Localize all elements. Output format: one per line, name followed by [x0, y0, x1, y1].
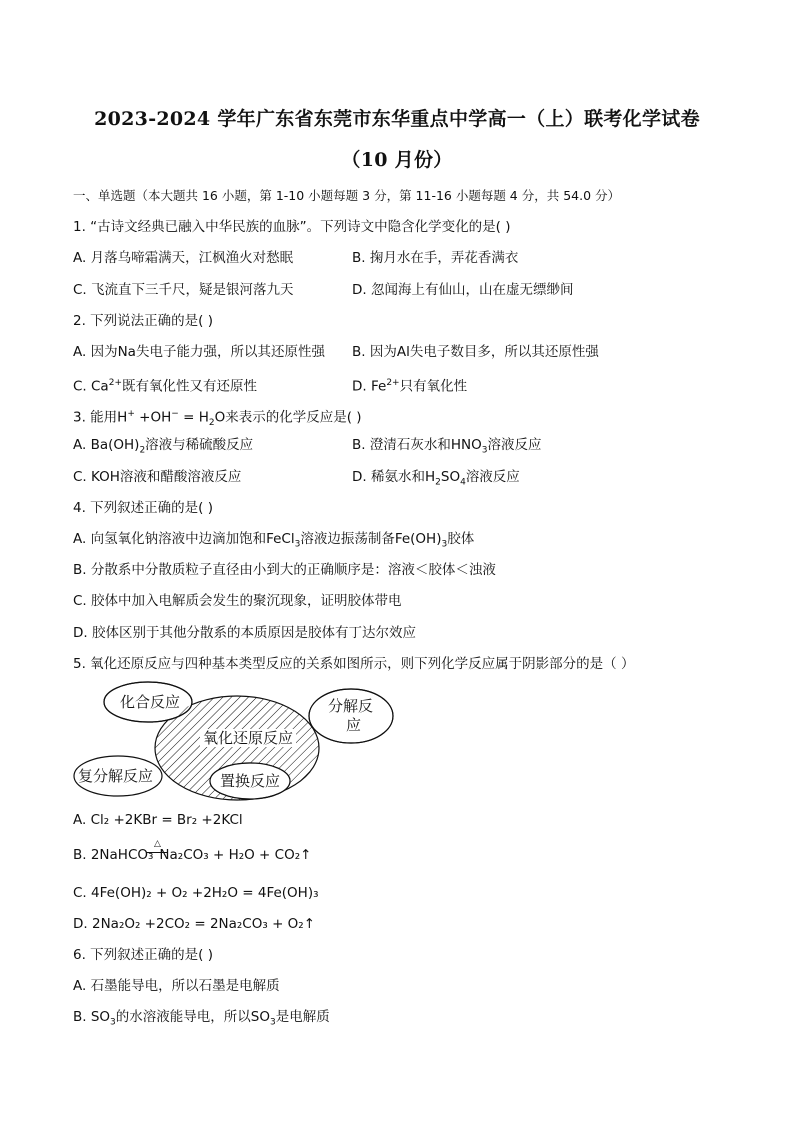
label-double-displacement: 复分解反应	[78, 767, 154, 785]
q3-option-d: D. 稀氨水和$H_2SO_4$溶液反应	[352, 469, 520, 488]
q2-option-d: D. $Fe^{2+}$只有氧化性	[352, 378, 468, 395]
exam-subtitle: （10 月份）	[341, 149, 453, 171]
reaction-arrow-line	[146, 852, 168, 853]
exam-title: 2023-2024 学年广东省东莞市东华重点中学高一（上）联考化学试卷	[94, 108, 700, 130]
q6-option-a: A. 石墨能导电，所以石墨是电解质	[73, 978, 280, 994]
q4-option-a: A. 向氢氧化钠溶液中边滴加饱和FeCl$_3$溶液边振荡制备$Fe(OH)_3$胶体	[73, 531, 475, 550]
label-decomposition-2: 应	[346, 716, 362, 734]
q1-option-d: D. 忽闻海上有仙山，山在虚无缥缈间	[352, 282, 574, 298]
label-displacement: 置换反应	[220, 772, 281, 790]
q5-option-a: A. Cl₂ +2KBr = Br₂ +2KCl	[73, 812, 243, 828]
heat-symbol: △	[154, 839, 161, 849]
reaction-venn-diagram	[70, 680, 410, 805]
q3-stem: 3. 能用$H^+ +OH^- = H_2O$来表示的化学反应是( )	[73, 409, 362, 429]
q1-option-a: A. 月落乌啼霜满天，江枫渔火对愁眠	[73, 250, 294, 266]
q4-option-d: D. 胶体区别于其他分散系的本质原因是胶体有丁达尔效应	[73, 625, 416, 641]
q5-option-c: C. 4Fe(OH)₂ + O₂ +2H₂O = 4Fe(OH)₃	[73, 885, 319, 901]
q3-option-a: A. $Ba(OH)_2$溶液与稀硫酸反应	[73, 437, 254, 456]
q5-stem: 5. 氧化还原反应与四种基本类型反应的关系如图所示，则下列化学反应属于阴影部分的是（ ）	[73, 656, 635, 672]
q2-option-c: C. $Ca^{2+}$既有氧化性又有还原性	[73, 378, 257, 395]
q2-option-a: A. 因为Na失电子能力强，所以其还原性强	[73, 344, 325, 360]
q5-option-d: D. 2Na₂O₂ +2CO₂ = 2Na₂CO₃ + O₂↑	[73, 916, 316, 932]
q3-option-b: B. 澄清石灰水和$HNO_3$溶液反应	[352, 437, 542, 456]
label-decomposition-1: 分解反	[328, 697, 374, 715]
q2-stem: 2. 下列说法正确的是( )	[73, 313, 213, 329]
label-combination: 化合反应	[120, 693, 181, 711]
q4-option-c: C. 胶体中加入电解质会发生的聚沉现象，证明胶体带电	[73, 593, 402, 609]
section-heading: 一、单选题（本大题共 16 小题，第 1-10 小题每题 3 分，第 11-16 小题每题 4 分，共 54.0 分）	[73, 188, 621, 203]
q3-option-c: C. KOH溶液和醋酸溶液反应	[73, 469, 242, 485]
q2-option-b: B. 因为Al失电子数目多，所以其还原性强	[352, 344, 599, 360]
q6-stem: 6. 下列叙述正确的是( )	[73, 947, 213, 963]
q1-stem: 1. “古诗文经典已融入中华民族的血脉”。下列诗文中隐含化学变化的是( )	[73, 219, 511, 235]
q5-option-b: B. 2NaHCO₃ Na₂CO₃ + H₂O + CO₂↑	[73, 847, 312, 863]
q1-option-c: C. 飞流直下三千尺，疑是银河落九天	[73, 282, 294, 298]
q4-stem: 4. 下列叙述正确的是( )	[73, 500, 213, 516]
label-redox: 氧化还原反应	[203, 729, 294, 747]
q1-option-b: B. 掬月水在手，弄花香满衣	[352, 250, 519, 266]
q4-option-b: B. 分散系中分散质粒子直径由小到大的正确顺序是：溶液＜胶体＜浊液	[73, 562, 496, 578]
q6-option-b: B. $SO_3$的水溶液能导电，所以$SO_3$是电解质	[73, 1009, 330, 1028]
